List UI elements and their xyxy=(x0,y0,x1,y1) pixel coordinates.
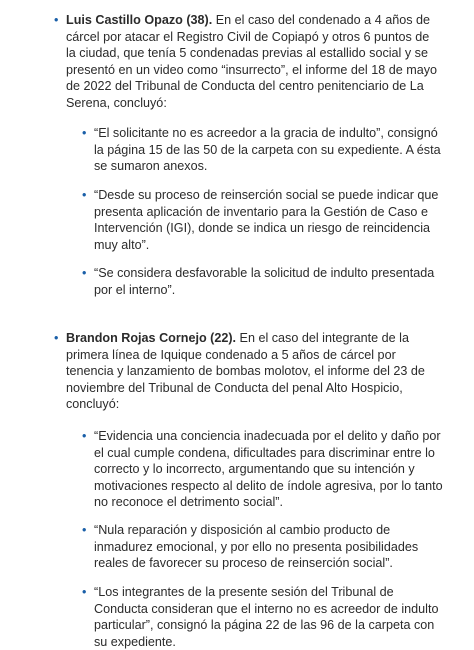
bullet-icon: • xyxy=(82,585,87,599)
quote-item xyxy=(82,125,444,175)
list-item xyxy=(54,12,442,111)
list-item xyxy=(54,330,442,413)
bullet-icon: • xyxy=(54,331,59,345)
person-name: Luis Castillo Opazo (38). xyxy=(66,13,213,27)
quote-item xyxy=(82,584,444,650)
quote-text: “Nula reparación y disposición al cambio producto de inmadurez emocional, y por ello no presenta posibilidades reales de favorecer su proceso de reinserción social”. xyxy=(94,523,419,570)
bullet-icon: • xyxy=(82,188,87,202)
bullet-icon: • xyxy=(54,13,59,27)
quote-item xyxy=(82,522,444,572)
entry-text: En el caso del integrante de la primera línea de Iquique condenado a 5 años de cárcel por tenencia y lanzamiento de bombas molotov, el informe del 23 de noviembre del Tribunal de Conducta del penal Alto Hospicio, concluyó: xyxy=(66,331,425,411)
bullet-icon: • xyxy=(82,523,87,537)
quote-item xyxy=(82,428,444,511)
quote-text: “Evidencia una conciencia inadecuada por el delito y daño por el cual cumple condena, dificultades para discriminar entre lo correcto y lo incorrecto, argumentando que su intención y motivaciones respecto al delito de índole agresiva, por lo tanto no reconoce el detrimento social”. xyxy=(94,429,443,509)
quote-text: “Se considera desfavorable la solicitud de indulto presentada por el interno”. xyxy=(94,266,435,297)
bullet-icon: • xyxy=(82,266,87,280)
quote-text: “El solicitante no es acreedor a la gracia de indulto”, consignó la página 15 de las 50 de la carpeta con su expediente. A ésta se sumaron anexos. xyxy=(94,126,441,173)
bullet-icon: • xyxy=(82,429,87,443)
person-name: Brandon Rojas Cornejo (22). xyxy=(66,331,237,345)
bullet-icon: • xyxy=(82,126,87,140)
quote-item xyxy=(82,187,444,253)
quote-text: “Los integrantes de la presente sesión del Tribunal de Conducta consideran que el interno no es acreedor de indulto particular”, consignó la página 22 de las 96 de la carpeta con su expediente. xyxy=(94,585,439,649)
quote-item xyxy=(82,265,444,298)
entry-text: En el caso del condenado a 4 años de cárcel por atacar el Registro Civil de Copiapó y otros 6 puntos de la ciudad, que tenía 5 condenadas previas al estallido social y se presentó en un video como “insurrecto”, el informe del 18 de mayo de 2022 del Tribunal de Conducta del centro penitenciario de La Serena, concluyó: xyxy=(66,13,438,110)
quote-text: “Desde su proceso de reinserción social se puede indicar que presenta aplicación de inventario para la Gestión de Caso e Intervención (IGI), donde se indica un riesgo de reincidencia muy alto”. xyxy=(94,188,439,252)
